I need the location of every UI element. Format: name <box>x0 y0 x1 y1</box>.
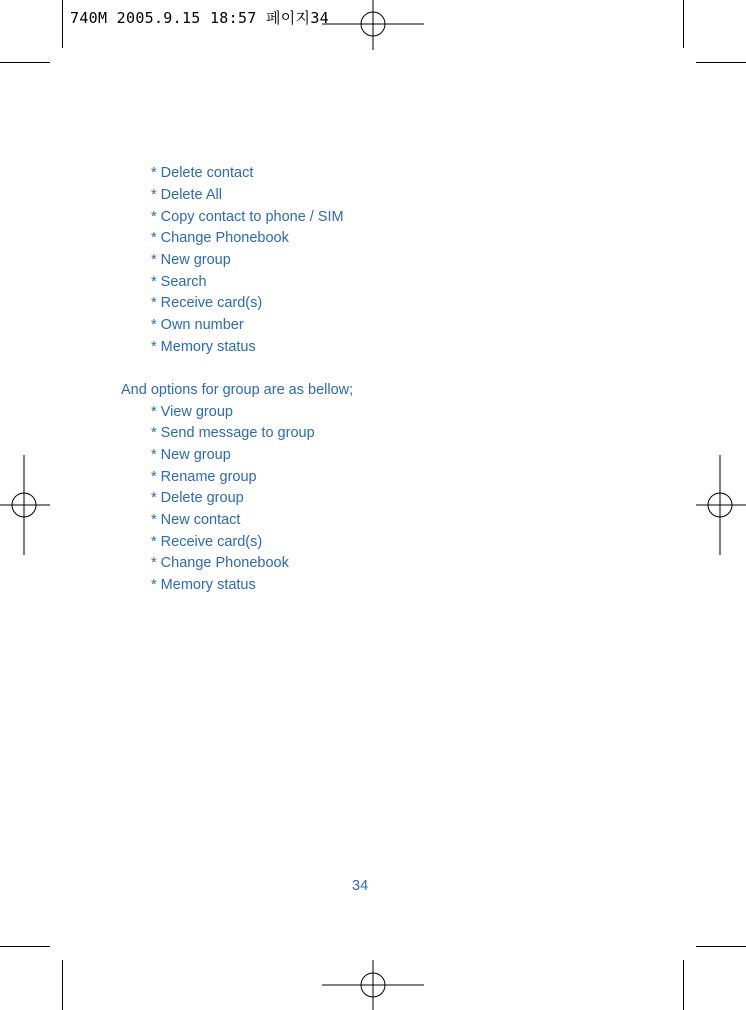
list-item: * Delete contact <box>151 165 254 181</box>
list-item: * Delete All <box>151 187 222 203</box>
crop-mark-top-right-horizontal <box>696 62 746 63</box>
list-item: * Delete group <box>151 490 244 506</box>
list-item: * Receive card(s) <box>151 295 263 311</box>
registration-mark-top-icon <box>322 0 424 50</box>
crop-mark-bottom-left-horizontal <box>0 946 50 947</box>
crop-mark-bottom-left-vertical <box>62 960 63 1010</box>
crop-mark-top-right-vertical <box>683 0 684 48</box>
list-item: * Search <box>151 274 207 290</box>
list-item: * Send message to group <box>151 425 315 441</box>
list-item: * Own number <box>151 317 244 333</box>
registration-mark-right-icon <box>696 455 746 555</box>
crop-mark-bottom-right-horizontal <box>696 946 746 947</box>
list-item: * Copy contact to phone / SIM <box>151 209 344 225</box>
list-item: * New contact <box>151 512 241 528</box>
print-slug-header: 740M 2005.9.15 18:57 페이지34 <box>70 9 329 27</box>
list-item: * New group <box>151 447 231 463</box>
list-item: * Memory status <box>151 339 256 355</box>
group-options-intro: And options for group are as bellow; <box>121 382 354 398</box>
list-item: * New group <box>151 252 231 268</box>
page-number: 34 <box>352 878 369 894</box>
list-item: * Memory status <box>151 577 256 593</box>
registration-mark-left-icon <box>0 455 50 555</box>
list-item: * Change Phonebook <box>151 555 289 571</box>
list-item: * Rename group <box>151 469 257 485</box>
crop-mark-bottom-right-vertical <box>683 960 684 1010</box>
crop-mark-top-left-horizontal <box>0 62 50 63</box>
list-item: * Change Phonebook <box>151 230 289 246</box>
list-item: * View group <box>151 404 233 420</box>
list-item: * Receive card(s) <box>151 534 263 550</box>
registration-mark-bottom-icon <box>322 960 424 1010</box>
crop-mark-top-left-vertical <box>62 0 63 48</box>
